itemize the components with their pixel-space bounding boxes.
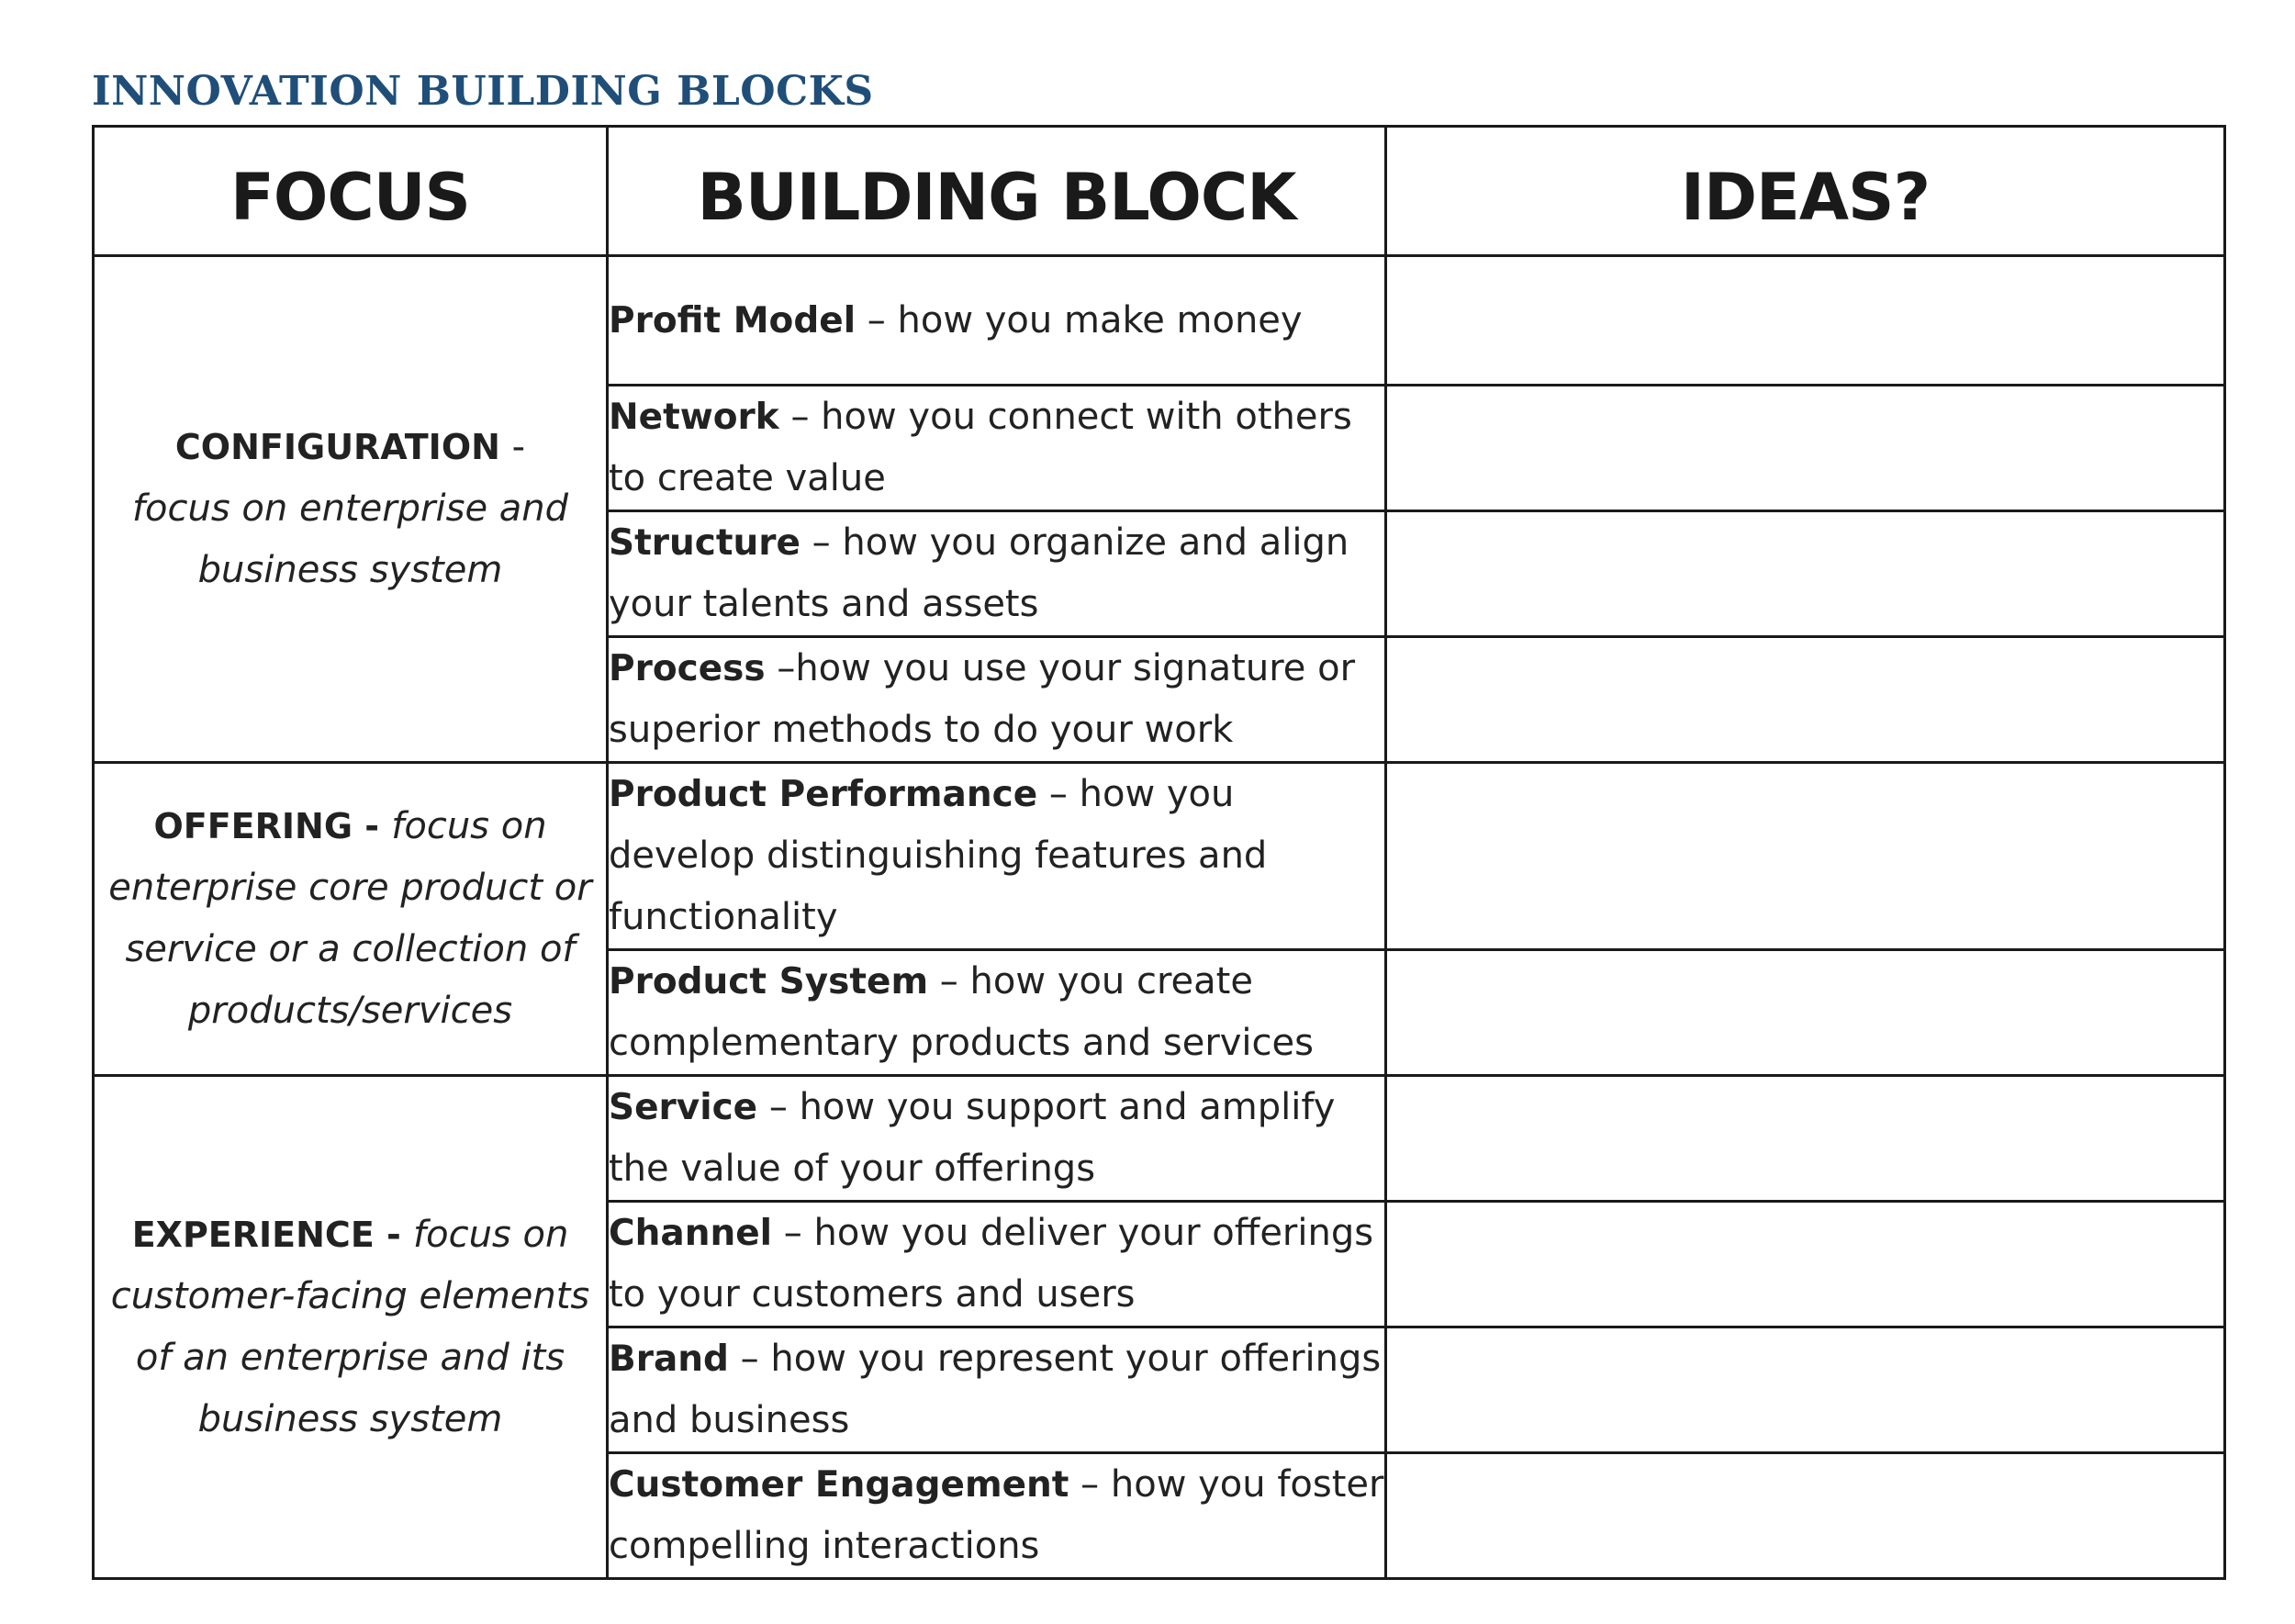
block-name: Structure (609, 522, 800, 564)
block-name: Customer Engagement (609, 1464, 1069, 1506)
block-name: Process (609, 648, 766, 689)
block-description: – how you create complementary products and services (609, 960, 1314, 1064)
focus-name: EXPERIENCE (131, 1214, 375, 1255)
block-name: Product System (609, 961, 929, 1002)
focus-name: CONFIGURATION (174, 427, 500, 467)
ideas-cell-structure[interactable] (1386, 511, 2225, 637)
block-description: – how you foster compelling interactions (609, 1463, 1384, 1567)
table-row (94, 763, 2225, 950)
block-profit-model (608, 256, 1386, 386)
ideas-cell-customer-engagement[interactable] (1386, 1453, 2225, 1579)
ideas-cell-product-performance[interactable] (1386, 763, 2225, 950)
block-name: Network (609, 397, 779, 438)
block-service (608, 1076, 1386, 1202)
block-network (608, 386, 1386, 511)
focus-separator: - (499, 426, 526, 468)
ideas-cell-process[interactable] (1386, 637, 2225, 763)
focus-description: focus on enterprise core product or service or a collection of products/services (108, 805, 592, 1032)
block-description: –how you use your signature or superior methods to do your work (609, 647, 1356, 751)
block-description: – how you deliver your offerings to your customers and users (609, 1212, 1374, 1316)
block-description: – how you make money (856, 298, 1303, 342)
block-product-system (608, 950, 1386, 1076)
header-building-block: BUILDING BLOCK (608, 127, 1386, 256)
block-description: – how you support and amplify the value of your offerings (609, 1086, 1336, 1190)
block-name: Brand (609, 1338, 729, 1380)
table-row (94, 1076, 2225, 1202)
block-name: Channel (609, 1213, 773, 1254)
ideas-cell-profit-model[interactable] (1386, 256, 2225, 386)
ideas-cell-channel[interactable] (1386, 1202, 2225, 1327)
focus-description: focus on customer-facing elements of an enterprise and its business system (110, 1213, 590, 1440)
block-description: – how you connect with others to create value (609, 396, 1352, 499)
block-name: Profit Model (609, 299, 856, 342)
ideas-cell-product-system[interactable] (1386, 950, 2225, 1076)
header-ideas: IDEAS? (1386, 127, 2225, 256)
block-process (608, 637, 1386, 763)
focus-name: OFFERING (153, 806, 353, 846)
focus-separator: - (374, 1214, 414, 1255)
table-row (94, 256, 2225, 386)
focus-description: focus on enterprise and business system (131, 487, 569, 591)
focus-configuration (94, 256, 608, 763)
block-structure (608, 511, 1386, 637)
block-description: – how you represent your offerings and business (609, 1338, 1382, 1441)
ideas-cell-brand[interactable] (1386, 1327, 2225, 1453)
focus-separator: - (353, 806, 392, 846)
table-header-row (94, 127, 2225, 256)
focus-experience (94, 1076, 608, 1579)
block-brand (608, 1327, 1386, 1453)
block-description: – how you organize and align your talents and assets (609, 521, 1349, 625)
page-title: INNOVATION BUILDING BLOCKS (92, 68, 874, 115)
ideas-cell-network[interactable] (1386, 386, 2225, 511)
block-description: – how you develop distinguishing features and functionality (609, 773, 1268, 938)
header-focus: FOCUS (94, 127, 608, 256)
building-blocks-table (92, 125, 2226, 1580)
block-channel (608, 1202, 1386, 1327)
block-name: Product Performance (609, 774, 1038, 815)
block-customer-engagement (608, 1453, 1386, 1579)
focus-offering (94, 763, 608, 1076)
ideas-cell-service[interactable] (1386, 1076, 2225, 1202)
block-name: Service (609, 1087, 758, 1128)
block-product-performance (608, 763, 1386, 950)
